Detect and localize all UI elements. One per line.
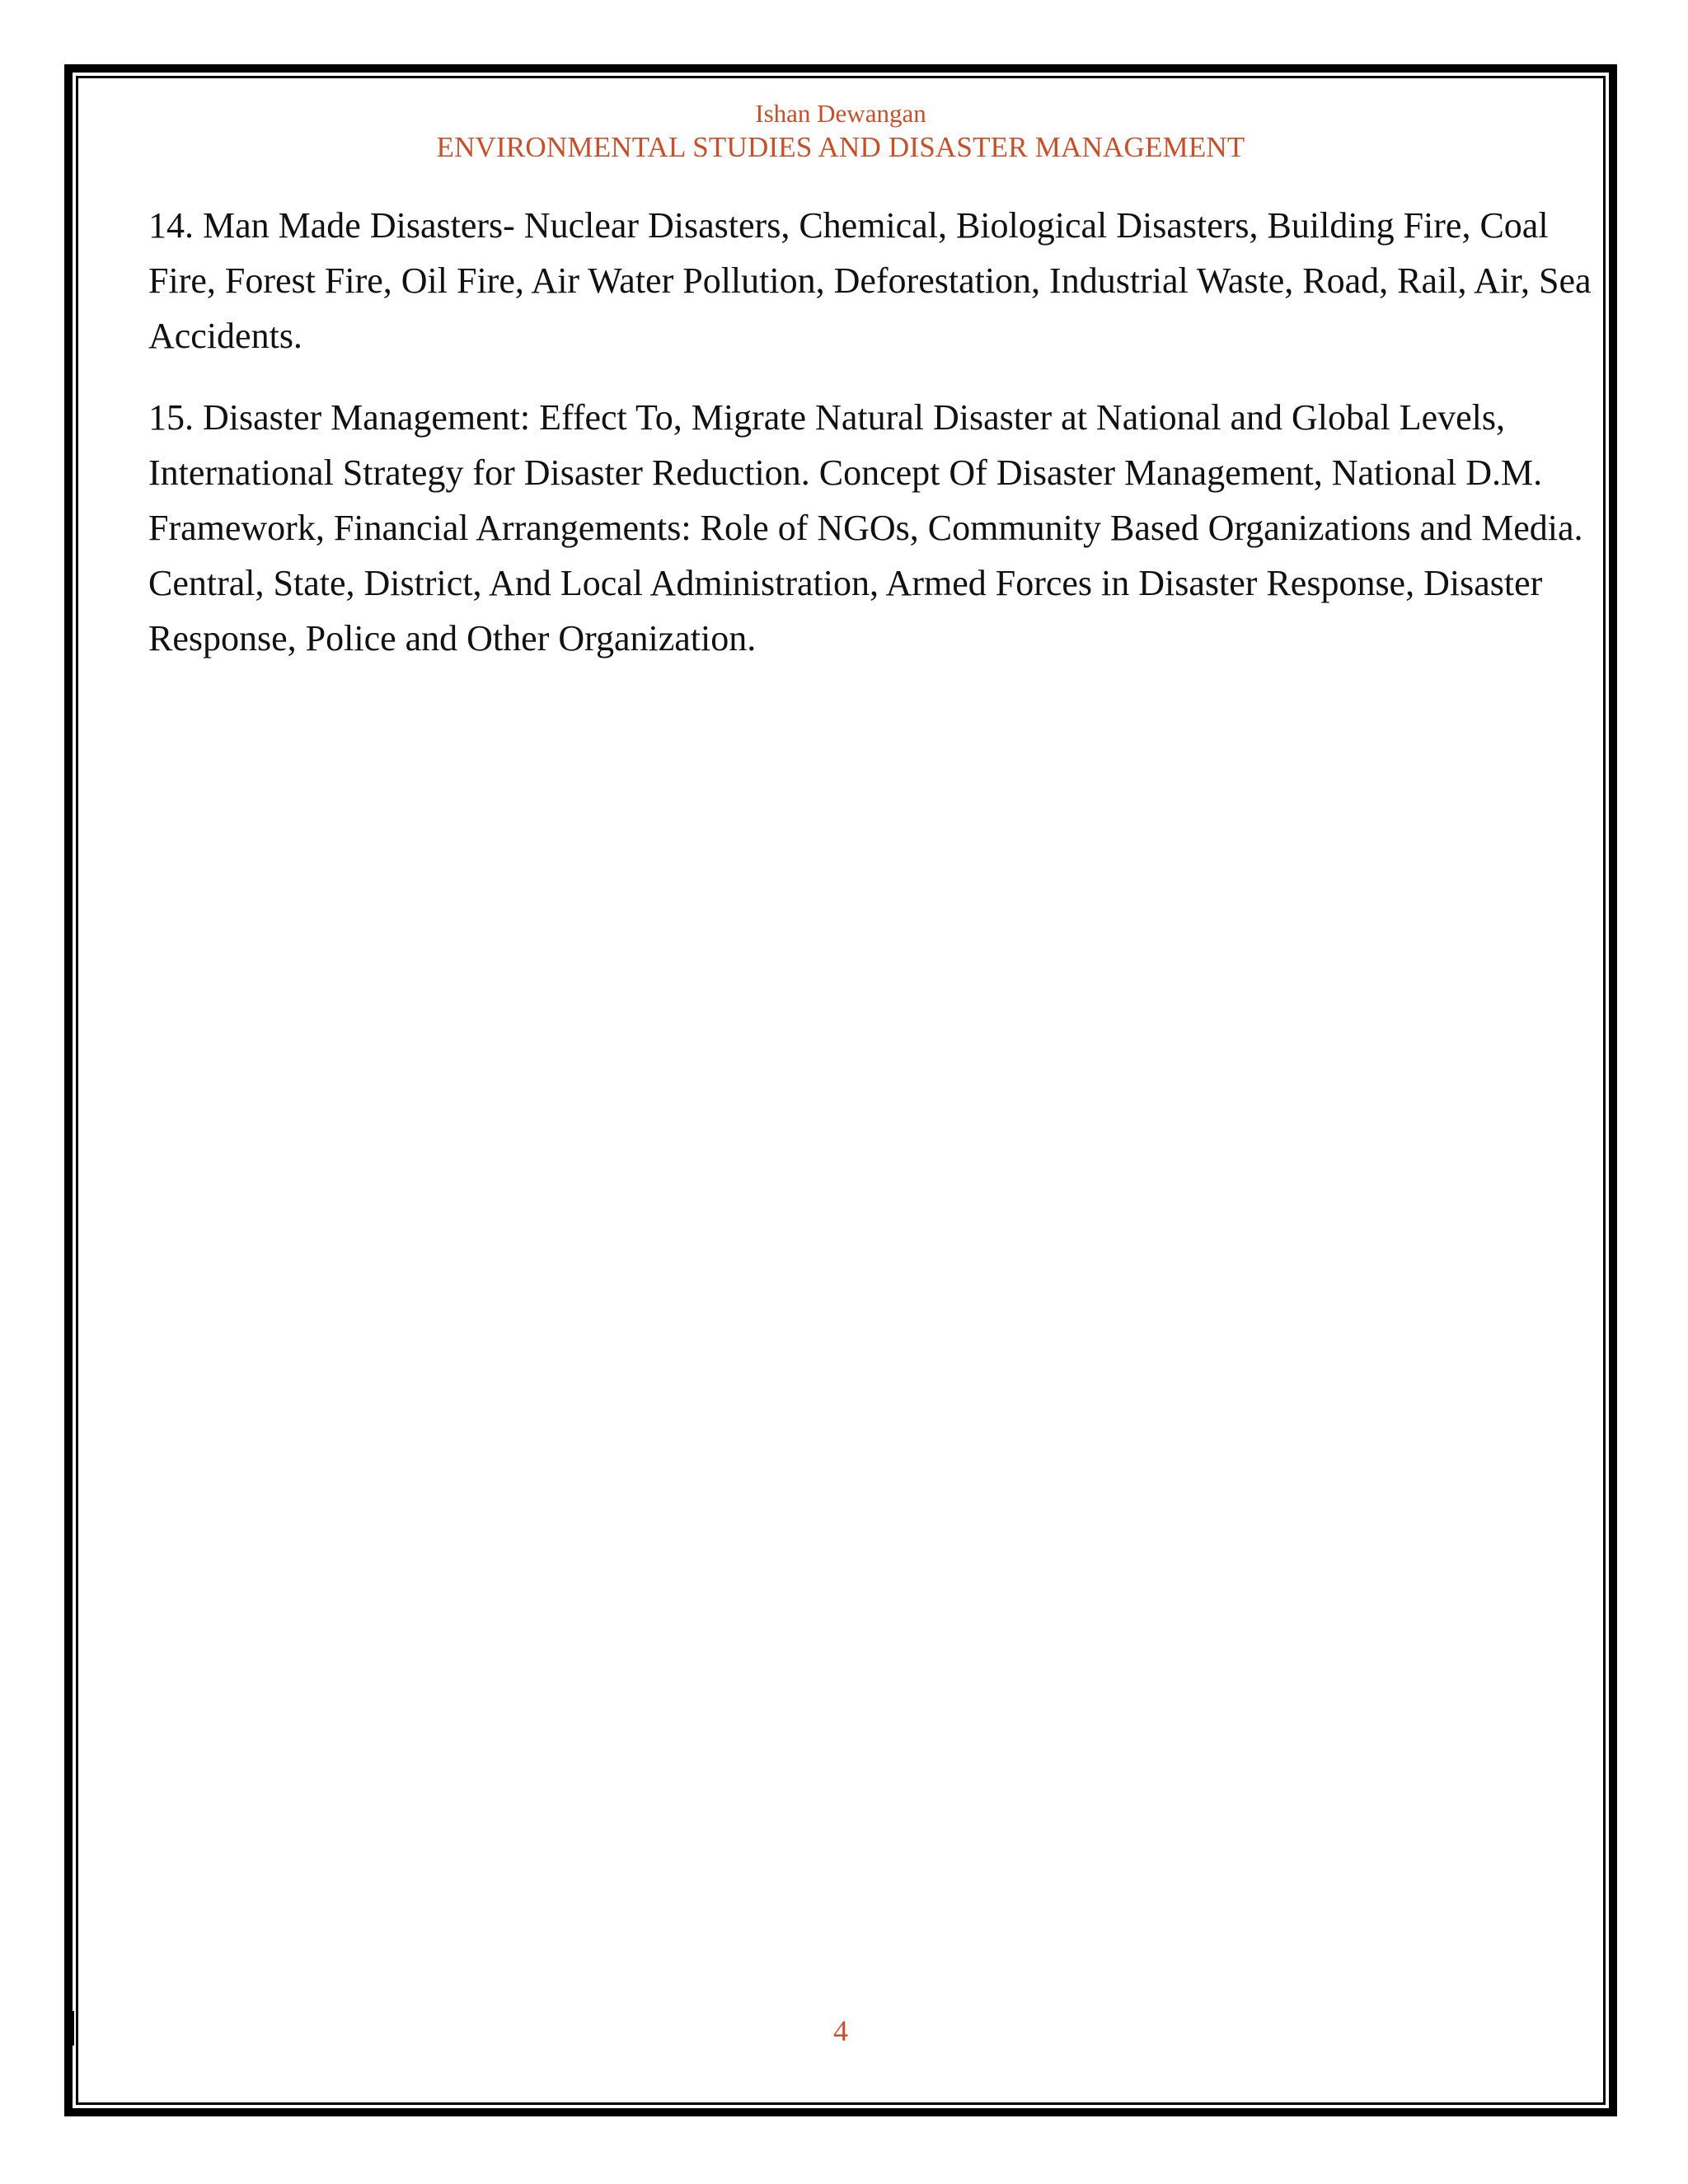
paragraph-15: 15. Disaster Management: Effect To, Migrate Natural Disaster at National and Global Levels, International Strategy for Disaster Reduction. Concept Of Disaster Management, National D.M. Framework, Financial Arrangements: Role of NGOs, Community Based Organizations and Media. Central, State, District, And Local Administration, Armed Forces in Disaster Response, Disaster Response, Police and Other Organization. <box>148 397 1583 658</box>
header-author: Ishan Dewangan <box>755 99 926 128</box>
page-content <box>148 198 1599 692</box>
header-title: ENVIRONMENTAL STUDIES AND DISASTER MANAGEMENT <box>436 131 1245 163</box>
paragraph-14: 14. Man Made Disasters- Nuclear Disasters, Chemical, Biological Disasters, Building Fire, Coal Fire, Forest Fire, Oil Fire, Air Water Pollution, Deforestation, Industrial Waste, Road, Rail, Air, Sea Accidents. <box>148 205 1592 356</box>
margin-mark <box>69 2011 74 2046</box>
page-header <box>76 97 1606 165</box>
page-number: 4 <box>833 2014 848 2047</box>
